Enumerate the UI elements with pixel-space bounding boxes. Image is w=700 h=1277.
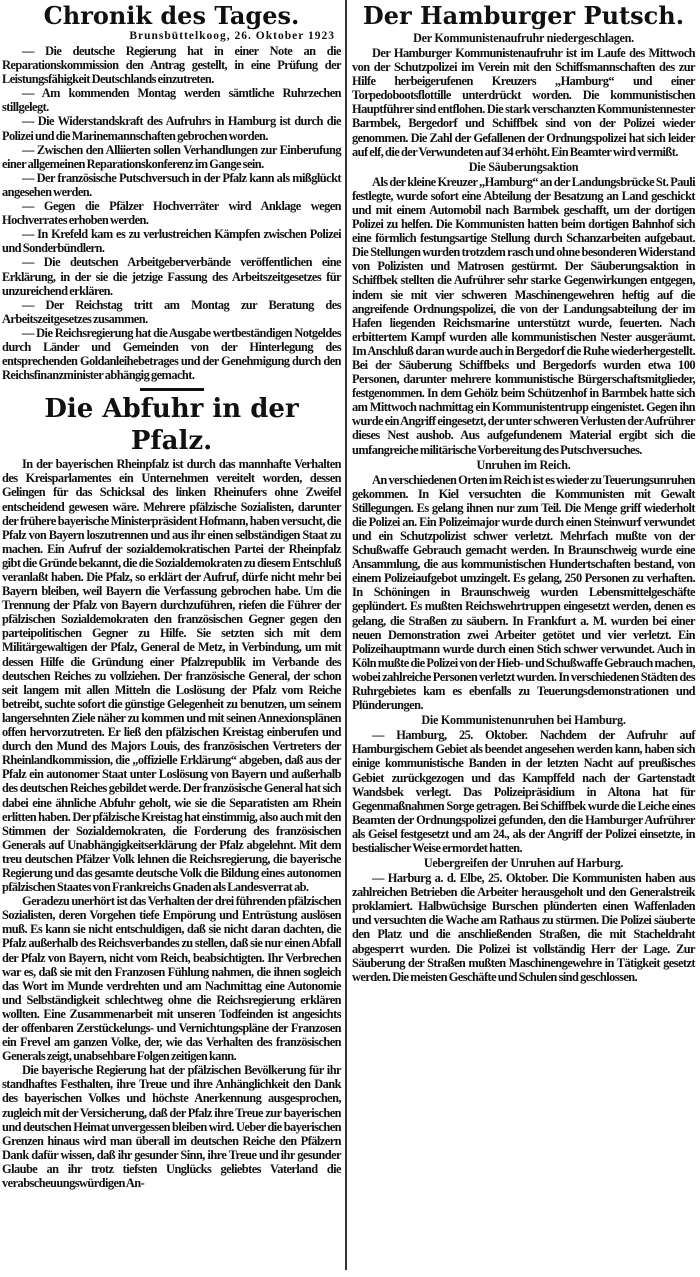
news-item: — Die Widerstandskraft des Aufruhrs in Hamburg ist durch die Polizei und die Marinemannschaften gebrochen worden. [2, 114, 341, 143]
column-divider [345, 0, 347, 1270]
article-paragraph: An verschiedenen Orten im Reich ist es wieder zu Teuerungsunruhen gekommen. In Kiel versuchten die Kommunisten mit Gewalt Stillegungen. Es gelang ihnen nur zum Teil. Die Menge griff wiederholt die Polizei an. Ein Polizeimajor wurde durch einen Steinwurf verwundet und ein Schutzpolizist schwer verletzt. Mehrfach mußte von der Schußwaffe Gebrauch gemacht werden. In Braunschweig wurde eine Ansammlung, die aus kommunistischen Hundertschaften bestand, von einem Polizeiaufgebot umzingelt. Es gelang, 250 Personen zu verhaften. In Schöningen in Braunschweig wurden Lebensmittelgeschäfte geplündert. Es mußten Reichswehrtruppen eingesetzt werden, denen es gelang, die Straßen zu säubern. In Frankfurt a. M. wurden bei einer neuen Demonstration zwei Arbeiter getötet und vier verletzt. Ein Polizeihauptmann wurde durch einen Stich schwer verwundet. Auch in Köln mußte die Polizei von der Hieb- und Schußwaffe Gebrauch machen, wobei zahlreiche Personen verletzt wurden. In verschiedenen Städten des Ruhrgebietes kam es ebenfalls zu Teuerungsdemonstrationen und Plünderungen. [352, 472, 695, 713]
news-item: — Am kommenden Montag werden sämtliche Ruhrzechen stillgelegt. [2, 86, 341, 115]
section-divider [140, 388, 204, 391]
chronik-items [2, 44, 341, 382]
news-item: — Gegen die Pfälzer Hochverräter wird Anklage wegen Hochverrates erhoben werden. [2, 199, 341, 228]
putsch-subtitle: Der Kommunistenaufruhr niedergeschlagen. [413, 31, 634, 45]
putsch-title: Der Hamburger Putsch. [362, 1, 685, 30]
left-column [2, 0, 341, 1190]
article-paragraph: Geradezu unerhört ist das Verhalten der drei führenden pfälzischen Sozialisten, deren Vorgehen tiefe Empörung und Entrüstung auslösen muß. Es kann sie nicht entschuldigen, daß sie nicht daran dachten, die Pfalz außerhalb des Reichsverbandes zu stellen, daß sie nur einen Abfall der Pfalz von Bayern, nicht vom Reich, beabsichtigten. Ihr Verbrechen war es, daß sie mit den Franzosen Fühlung nahmen, die ihnen sogleich das Wort im Munde verdrehten und am Nachmittag eine Autonomie und Selbständigkeit schlechtweg ohne die Reichsregierung erklären wollten. Eine Zusammenarbeit mit unseren Todfeinden ist angesichts der offenbaren Zerstückelungs- und Vernichtungspläne der Franzosen ein Frevel am ganzen Volke, der, wie das Verhalten des französischen Generals zeigt, unabsehbare Folgen zeitigen kann. [2, 894, 341, 1064]
news-item: — Die deutsche Regierung hat in einer Note an die Reparationskommission den Antrag gestellt, in eine Prüfung der Leistungsfähigkeit Deutschlands einzutreten. [2, 44, 341, 87]
right-column [352, 0, 695, 984]
news-item: — Die deutschen Arbeitgeberverbände veröffentlichen eine Erklärung, in der sie die jetzige Fassung des Arbeitszeitgesetzes für unzureichend erklären. [2, 255, 341, 298]
dateline: Brunsbüttelkoog, 26. Oktober 1923 [129, 30, 335, 42]
section-heading: Unruhen im Reich. [476, 457, 571, 472]
article-paragraph: — Hamburg, 25. Oktober. Nachdem der Aufruhr auf Hamburgischem Gebiet als beendet angesehen werden kann, haben sich einige kommunistische Banden in der letzten Nacht auf preußisches Gebiet zurückgezogen und das Kampffeld nach der Gartenstadt Wandsbek verlegt. Das Polizeipräsidium in Altona hat für Gegenmaßnahmen Sorge getragen. Bei Schiffbek wurde die Leiche eines Beamten der Ordnungspolizei gefunden, den die Hamburger Aufrührer als Geisel festgesetzt und am 24., als der Angriff der Polizei einsetzte, in bestialischer Weise ermordet hatten. [352, 728, 695, 855]
news-item: — Zwischen den Alliierten sollen Verhandlungen zur Einberufung einer allgemeinen Reparationskonferenz im Gange sein. [2, 142, 341, 171]
chronik-title: Chronik des Tages. [43, 1, 300, 30]
article-paragraph: — Harburg a. d. Elbe, 25. Oktober. Die Kommunisten haben aus zahlreichen Betrieben die Arbeiter herausgeholt und den Generalstreik proklamiert. Halbwüchsige Burschen plünderten einen Waffenladen und versuchten die Wache am Rathaus zu stürmen. Die Polizei säuberte den Platz und die anschließenden Straßen, die mit Stacheldraht abgesperrt wurden. Die Polizei ist vollständig Herr der Lage. Zur Säuberung der Straßen mußten Maschinengewehre in Tätigkeit gesetzt werden. Die meisten Geschäfte und Schulen sind geschlossen. [352, 871, 695, 984]
article-paragraph: Als der kleine Kreuzer „Hamburg“ an der Landungsbrücke St. Pauli festlegte, wurde sofort eine Abteilung der Besatzung an Land geschickt und mit einem Automobil nach Barmbek geschafft, um der dortigen Polizei zu helfen. Die Kommunisten hatten beim dortigen Bahnhof sich eine förmlich festungsartige Stellung durch Schanzarbeiten aufgebaut. Die Stellungen wurden trotzdem rasch und ohne besonderen Widerstand von Polizisten und Matrosen gestürmt. Der Säuberungsaktion in Schiffbek stellten die Aufrührer sehr starke Gegenwirkungen entgegen, indem sie mit vier schweren Maschinengewehren heftig auf die angreifende Ordnungspolizei, die von der Landungsabteilung der im Hafen liegenden Reichsmarine unterstützt wurde, feuerten. Nach erbittertem Kampf wurden alle kommunistischen Nester ausgeräumt. Im Anschluß daran wurde auch in Bergedorf die Ruhe wiederhergestellt. Bei der Säuberung Schiffbeks und Bergedorfs wurden etwa 100 Personen, darunter mehrere kommunistische Bürgerschaftsmitglieder, festgenommen. In dem Gehölz beim Schützenhof in Barmbek hatte sich am Mittwoch nachmittag ein Kommunistentrupp eingenistet. Gegen ihn wurde ein Angriff eingesetzt, der unter schweren Verlusten der Aufrührer dieses Nest aushob. Aus aufgefundenem Material ergibt sich die umfangreiche militärische Vorbereitung des Putschversuches. [352, 174, 695, 457]
news-item: — In Krefeld kam es zu verlustreichen Kämpfen zwischen Polizei und Sonderbündlern. [2, 227, 341, 256]
article-paragraph: In der bayerischen Rheinpfalz ist durch das mannhafte Verhalten des Kreisparlamentes ein Unternehmen vereitelt worden, dessen Gelingen für das Schicksal des linken Rheinufers ohne Zweifel entscheidend gewesen wäre. Mehrere pfälzische Sozialisten, darunter der frühere bayerische Ministerpräsident Hofmann, haben versucht, die Pfalz von Bayern loszutrennen und aus ihr einen selbständigen Staat zu machen. Ein Aufruf der sozialdemokratischen Partei der Rheinpfalz gibt die Gründe bekannt, die die Sozialdemokraten zu diesem Entschluß veranlaßt haben. Die Pfalz, so erklärt der Aufruf, dürfe nicht mehr bei Bayern bleiben, weil Bayern die Verfassung gebrochen habe. Um die Trennung der Pfalz von Bayern durchzuführen, riefen die Führer der pfälzischen Sozialdemokraten den französischen Gegner gegen den parteipolitischen Gegner zu Hilfe. Sie setzten sich mit dem Militärgewaltigen der Pfalz, General de Metz, in Verbindung, um mit dessen Hilfe die Gründung einer Pfalzrepublik im Verbande des deutschen Reiches zu vollziehen. Der französische General, der schon seit langem mit allen Mitteln die Loslösung der Pfalz vom Reiche betreibt, suchte sofort die günstige Gelegenheit zu benutzen, um seinem langersehnten Ziele näher zu kommen und mit seinen Annexionsplänen offen hervorzutreten. Er ließ den pfälzischen Kreistag einberufen und durch den Mund des Majors Louis, des französischen Vertreters der Rheinlandkommission, die „offizielle Erklärung“ abgeben, daß aus der Pfalz ein autonomer Staat unter Loslösung von Bayern und außerhalb des deutschen Reiches gebildet werde. Der französische General hat sich dabei eine ähnliche Abfuhr geholt, wie sie die Separatisten am Rhein erlitten haben. Der pfälzische Kreistag hat einstimmig, also auch mit den Stimmen der Sozialdemokraten, die Forderung des französischen Generals auf Unabhängigkeitserklärung der Pfalz abgelehnt. Mit dem treu deutschen Pfälzer Volk lehnen die Reichsregierung, die bayerische Regierung und das gesamte deutsche Volk die Bildung eines autonomen pfälzischen Staates von Frankreichs Gnaden als Landesverrat ab. [2, 457, 341, 895]
section-heading: Uebergreifen der Unruhen auf Harburg. [423, 856, 624, 871]
section-heading: Die Säuberungsaktion [468, 159, 579, 174]
news-item: — Die Reichsregierung hat die Ausgabe wertbeständigen Notgeldes durch Länder und Gemeinden von der Hinterlegung des entsprechenden Goldanleihebetrages und der Genehmigung durch den Reichsfinanzminister abhängig gemacht. [2, 325, 341, 383]
news-item: — Der Reichstag tritt am Montag zur Beratung des Arbeitszeitgesetzes zusammen. [2, 297, 341, 326]
section-heading: Die Kommunistenunruhen bei Hamburg. [421, 713, 626, 728]
article-paragraph: Die bayerische Regierung hat der pfälzischen Bevölkerung für ihr standhaftes Festhalten, ihre Treue und ihre Anhänglichkeit den Dank des bayerischen Volkes und höchste Anerkennung ausgesprochen, zugleich mit der Versicherung, daß der Pfalz ihre Treue zur bayerischen und deutschen Heimat unvergessen bleiben wird. Ueber die bayerischen Grenzen hinaus wird man überall im deutschen Reiche den Pfälzern Dank dafür wissen, daß ihr gesunder Sinn, ihre Treue und ihr gesunder Glaube an ihr trotz tiefsten Unglücks geliebtes Vaterland die verabscheuungswürdigen An- [2, 1063, 341, 1191]
pfalz-title: Die Abfuhr in der Pfalz. [44, 394, 299, 457]
article-paragraph: Der Hamburger Kommunistenaufruhr ist im Laufe des Mittwoch von der Schutzpolizei im Verein mit den Schiffsmannschaften des zur Hilfe herbeigerufenen Kreuzers „Hamburg“ und einer Torpedobootsflottille unterdrückt worden. Die kommunistischen Hauptführer sind entflohen. Die stark verschanzten Kommunistennester Barmbek, Bergedorf und Schiffbek sind von der Polizei wieder genommen. Die Zahl der Gefallenen der Ordnungspolizei hat sich leider auf elf, die der Verwundeten auf 34 erhöht. Ein Beamter wird vermißt. [352, 46, 695, 159]
news-item: — Der französische Putschversuch in der Pfalz kann als mißglückt angesehen werden. [2, 170, 341, 199]
